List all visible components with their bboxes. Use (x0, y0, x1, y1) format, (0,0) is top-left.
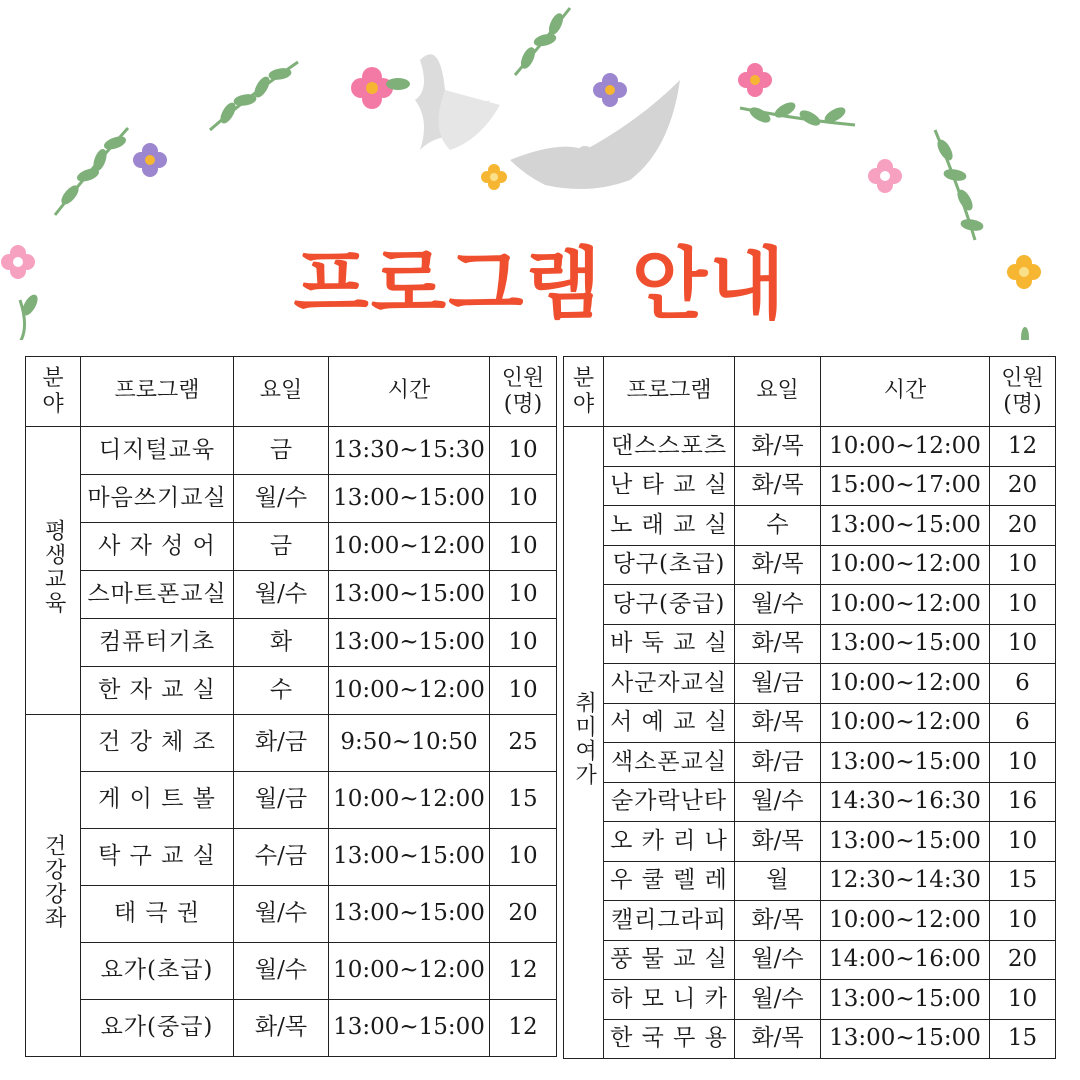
program-count: 6 (990, 703, 1056, 743)
program-day: 월/수 (735, 940, 821, 980)
flower-icon (738, 63, 772, 97)
flower-icon (351, 67, 410, 109)
program-day: 화/목 (735, 427, 821, 467)
header-field: 분 야 (26, 357, 81, 427)
program-count: 10 (490, 619, 557, 667)
program-day: 화/목 (735, 545, 821, 585)
header-field: 분 야 (564, 357, 604, 427)
program-count: 10 (490, 571, 557, 619)
program-name: 한 국 무 용 (604, 1019, 735, 1059)
program-day: 월/금 (735, 664, 821, 704)
program-count: 15 (990, 1019, 1056, 1059)
program-time: 13:00~15:00 (821, 980, 990, 1020)
program-name: 캘리그라피 (604, 901, 735, 941)
program-count: 10 (990, 545, 1056, 585)
program-time: 9:50~10:50 (329, 715, 490, 772)
table-row (564, 624, 1056, 664)
table-row (26, 1000, 557, 1057)
program-day: 월/수 (234, 943, 329, 1000)
program-name: 바 둑 교 실 (604, 624, 735, 664)
header-program: 프로그램 (81, 357, 234, 427)
program-table-left (25, 356, 557, 1057)
header-count: 인원 (명) (990, 357, 1056, 427)
flower-icon (868, 159, 902, 193)
table-row (564, 822, 1056, 862)
program-name: 게 이 트 볼 (81, 772, 234, 829)
program-count: 20 (490, 886, 557, 943)
table-row (564, 1019, 1056, 1059)
program-time: 13:00~15:00 (329, 571, 490, 619)
program-count: 15 (990, 861, 1056, 901)
program-name: 노 래 교 실 (604, 506, 735, 546)
program-name: 마음쓰기교실 (81, 475, 234, 523)
table-row (26, 772, 557, 829)
program-name: 서 예 교 실 (604, 703, 735, 743)
program-day: 화/금 (735, 743, 821, 783)
table-row (26, 715, 557, 772)
program-time: 10:00~12:00 (329, 523, 490, 571)
program-day: 월/수 (735, 782, 821, 822)
table-row (26, 886, 557, 943)
program-count: 10 (490, 475, 557, 523)
program-name: 요가(초급) (81, 943, 234, 1000)
program-count: 10 (990, 822, 1056, 862)
program-name: 컴퓨터기초 (81, 619, 234, 667)
program-name: 숟가락난타 (604, 782, 735, 822)
program-day: 월/수 (735, 585, 821, 625)
program-time: 13:00~15:00 (329, 475, 490, 523)
program-time: 10:00~12:00 (821, 427, 990, 467)
header-day: 요일 (234, 357, 329, 427)
table-row (564, 980, 1056, 1020)
program-count: 12 (990, 427, 1056, 467)
program-name: 사 자 성 어 (81, 523, 234, 571)
program-time: 15:00~17:00 (821, 466, 990, 506)
table-row (564, 782, 1056, 822)
category-label: 건강강좌 (41, 834, 67, 931)
table-row (564, 585, 1056, 625)
header-time: 시간 (821, 357, 990, 427)
category-label: 평생교육 (41, 519, 67, 616)
program-time: 13:00~15:00 (821, 624, 990, 664)
program-count: 10 (490, 829, 557, 886)
table-row (564, 427, 1056, 467)
program-day: 화/목 (735, 703, 821, 743)
program-count: 10 (990, 624, 1056, 664)
program-count: 10 (990, 743, 1056, 783)
program-day: 월 (735, 861, 821, 901)
table-row (564, 545, 1056, 585)
leaf-branch-icon (210, 62, 298, 130)
page-title: 프로그램 안내 (293, 240, 787, 330)
program-name: 한 자 교 실 (81, 667, 234, 715)
category-cell (564, 427, 604, 1059)
program-day: 화/금 (234, 715, 329, 772)
leaf-branch-icon (515, 8, 570, 75)
program-time: 14:30~16:30 (821, 782, 990, 822)
program-name: 당구(중급) (604, 585, 735, 625)
program-time: 13:00~15:00 (821, 822, 990, 862)
program-time: 12:30~14:30 (821, 861, 990, 901)
program-time: 13:00~15:00 (821, 506, 990, 546)
program-name: 탁 구 교 실 (81, 829, 234, 886)
table-row (564, 861, 1056, 901)
program-time: 10:00~12:00 (821, 664, 990, 704)
dove-icon (415, 54, 500, 150)
program-time: 13:00~15:00 (329, 886, 490, 943)
program-time: 13:00~15:00 (329, 619, 490, 667)
program-day: 월/수 (234, 886, 329, 943)
program-count: 20 (990, 506, 1056, 546)
dove-icon (510, 80, 680, 189)
program-time: 13:00~15:00 (329, 829, 490, 886)
program-time: 13:00~15:00 (821, 743, 990, 783)
program-name: 사군자교실 (604, 664, 735, 704)
header-program: 프로그램 (604, 357, 735, 427)
program-count: 10 (990, 901, 1056, 941)
table-row (26, 427, 557, 475)
program-day: 금 (234, 427, 329, 475)
program-name: 요가(중급) (81, 1000, 234, 1057)
category-cell (26, 715, 81, 1057)
program-day: 수/금 (234, 829, 329, 886)
program-day: 화 (234, 619, 329, 667)
program-time: 10:00~12:00 (821, 545, 990, 585)
program-day: 월/금 (234, 772, 329, 829)
program-count: 12 (490, 1000, 557, 1057)
program-time: 10:00~12:00 (821, 585, 990, 625)
flower-icon (593, 73, 627, 107)
table-header-row (564, 357, 1056, 427)
program-time: 10:00~12:00 (821, 901, 990, 941)
program-count: 15 (490, 772, 557, 829)
table-row (564, 664, 1056, 704)
program-time: 13:00~15:00 (329, 1000, 490, 1057)
program-day: 월/수 (234, 475, 329, 523)
program-count: 10 (490, 667, 557, 715)
program-day: 화/목 (735, 901, 821, 941)
program-name: 디지털교육 (81, 427, 234, 475)
program-time: 10:00~12:00 (821, 703, 990, 743)
program-name: 우 쿨 렐 레 (604, 861, 735, 901)
category-label: 취미여가 (571, 691, 597, 788)
program-time: 10:00~12:00 (329, 943, 490, 1000)
program-name: 풍 물 교 실 (604, 940, 735, 980)
program-count: 6 (990, 664, 1056, 704)
program-name: 오 카 리 나 (604, 822, 735, 862)
program-count: 10 (990, 980, 1056, 1020)
program-name: 하 모 니 카 (604, 980, 735, 1020)
program-name: 스마트폰교실 (81, 571, 234, 619)
program-day: 월/수 (234, 571, 329, 619)
program-time: 10:00~12:00 (329, 772, 490, 829)
program-name: 댄스스포츠 (604, 427, 735, 467)
program-count: 10 (490, 523, 557, 571)
table-row (26, 829, 557, 886)
program-day: 화/목 (735, 466, 821, 506)
flower-icon (481, 164, 507, 190)
program-time: 10:00~12:00 (329, 667, 490, 715)
table-row (564, 506, 1056, 546)
table-row (564, 466, 1056, 506)
program-day: 화/목 (735, 822, 821, 862)
table-row (26, 943, 557, 1000)
leaf-branch-icon (740, 102, 855, 127)
program-day: 수 (735, 506, 821, 546)
program-count: 20 (990, 940, 1056, 980)
program-day: 수 (234, 667, 329, 715)
flower-icon (133, 143, 167, 177)
table-row (564, 703, 1056, 743)
table-row (564, 743, 1056, 783)
program-name: 태 극 권 (81, 886, 234, 943)
table-row (564, 940, 1056, 980)
program-table-right (563, 356, 1056, 1059)
header-time: 시간 (329, 357, 490, 427)
header-day: 요일 (735, 357, 821, 427)
table-row (26, 571, 557, 619)
program-day: 화/목 (234, 1000, 329, 1057)
program-count: 20 (990, 466, 1056, 506)
program-day: 금 (234, 523, 329, 571)
leaf-branch-icon (55, 128, 128, 215)
program-time: 13:00~15:00 (821, 1019, 990, 1059)
program-name: 난 타 교 실 (604, 466, 735, 506)
program-day: 월/수 (735, 980, 821, 1020)
program-day: 화/목 (735, 1019, 821, 1059)
header-count: 인원 (명) (490, 357, 557, 427)
program-count: 10 (990, 585, 1056, 625)
program-count: 25 (490, 715, 557, 772)
program-name: 당구(초급) (604, 545, 735, 585)
program-time: 14:00~16:00 (821, 940, 990, 980)
table-row (26, 619, 557, 667)
table-row (564, 901, 1056, 941)
program-count: 16 (990, 782, 1056, 822)
program-count: 12 (490, 943, 557, 1000)
program-count: 10 (490, 427, 557, 475)
table-row (26, 523, 557, 571)
table-row (26, 475, 557, 523)
program-name: 색소폰교실 (604, 743, 735, 783)
program-name: 건 강 체 조 (81, 715, 234, 772)
table-row (26, 667, 557, 715)
category-cell (26, 427, 81, 715)
program-time: 13:30~15:30 (329, 427, 490, 475)
program-day: 화/목 (735, 624, 821, 664)
table-header-row (26, 357, 557, 427)
